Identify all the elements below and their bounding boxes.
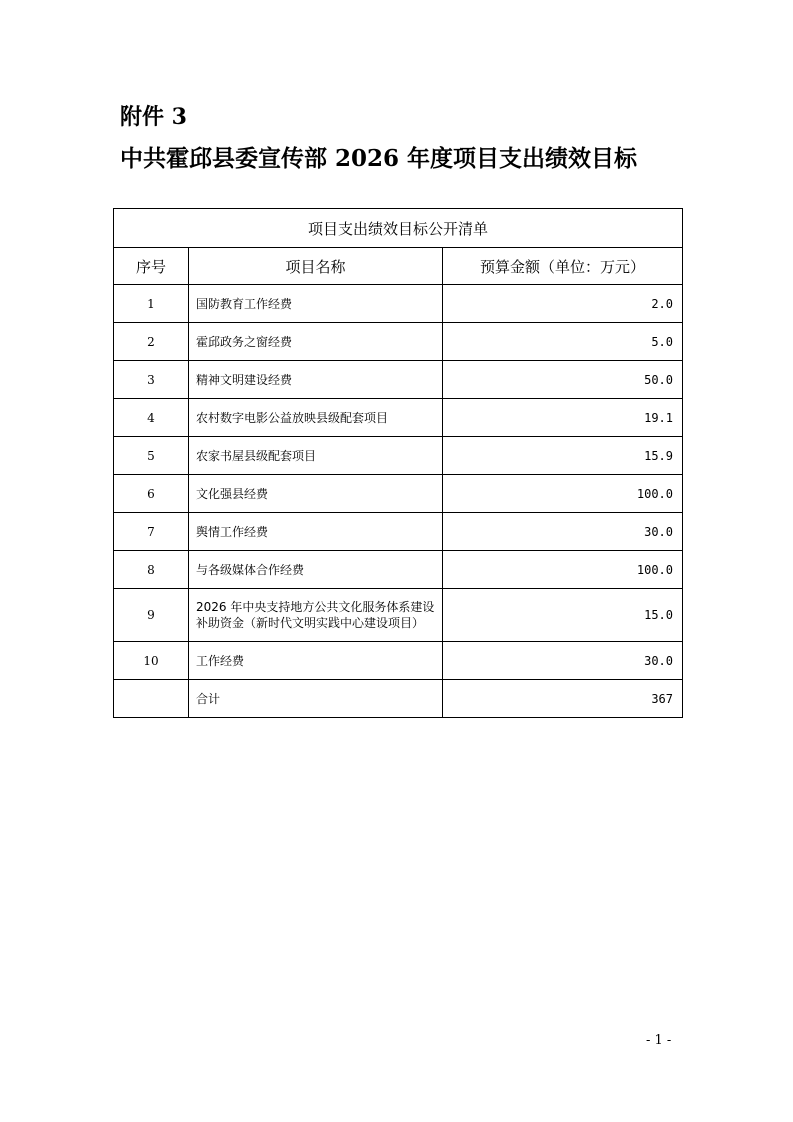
row-name: 2026 年中央支持地方公共文化服务体系建设补助资金（新时代文明实践中心建设项目） [189, 589, 443, 642]
row-amount: 2.0 [443, 285, 683, 323]
table-total-row [114, 680, 683, 718]
table-row [114, 551, 683, 589]
row-seq: 2 [114, 323, 189, 361]
table-row [114, 323, 683, 361]
row-seq: 1 [114, 285, 189, 323]
row-seq: 4 [114, 399, 189, 437]
table-row [114, 589, 683, 642]
budget-table [113, 208, 683, 718]
row-seq: 10 [114, 642, 189, 680]
page-number: - 1 - [646, 1033, 672, 1048]
row-seq: 3 [114, 361, 189, 399]
document-title: 中共霍邱县委宣传部 2026 年度项目支出绩效目标 [120, 145, 638, 172]
table-header-row [114, 248, 683, 285]
row-amount: 5.0 [443, 323, 683, 361]
table-row [114, 285, 683, 323]
row-amount: 15.9 [443, 437, 683, 475]
row-amount: 19.1 [443, 399, 683, 437]
row-seq: 5 [114, 437, 189, 475]
total-label: 合计 [189, 680, 443, 718]
table-caption: 项目支出绩效目标公开清单 [114, 209, 683, 248]
row-name: 与各级媒体合作经费 [189, 551, 443, 589]
row-name: 农家书屋县级配套项目 [189, 437, 443, 475]
row-seq: 6 [114, 475, 189, 513]
table-row [114, 361, 683, 399]
column-header-name: 项目名称 [189, 248, 443, 285]
row-amount: 15.0 [443, 589, 683, 642]
table-row [114, 437, 683, 475]
row-seq: 9 [114, 589, 189, 642]
attachment-label: 附件 3 [120, 104, 187, 130]
table-row [114, 475, 683, 513]
row-amount: 50.0 [443, 361, 683, 399]
row-name: 霍邱政务之窗经费 [189, 323, 443, 361]
row-amount: 100.0 [443, 475, 683, 513]
row-name: 农村数字电影公益放映县级配套项目 [189, 399, 443, 437]
column-header-amount: 预算金额（单位：万元） [443, 248, 683, 285]
total-amount: 367 [443, 680, 683, 718]
total-seq [114, 680, 189, 718]
row-name: 舆情工作经费 [189, 513, 443, 551]
row-name: 国防教育工作经费 [189, 285, 443, 323]
row-amount: 30.0 [443, 642, 683, 680]
table-row [114, 642, 683, 680]
row-amount: 30.0 [443, 513, 683, 551]
row-name: 文化强县经费 [189, 475, 443, 513]
table-row [114, 513, 683, 551]
row-name: 精神文明建设经费 [189, 361, 443, 399]
row-seq: 8 [114, 551, 189, 589]
row-seq: 7 [114, 513, 189, 551]
table-row [114, 399, 683, 437]
row-amount: 100.0 [443, 551, 683, 589]
column-header-seq: 序号 [114, 248, 189, 285]
row-name: 工作经费 [189, 642, 443, 680]
